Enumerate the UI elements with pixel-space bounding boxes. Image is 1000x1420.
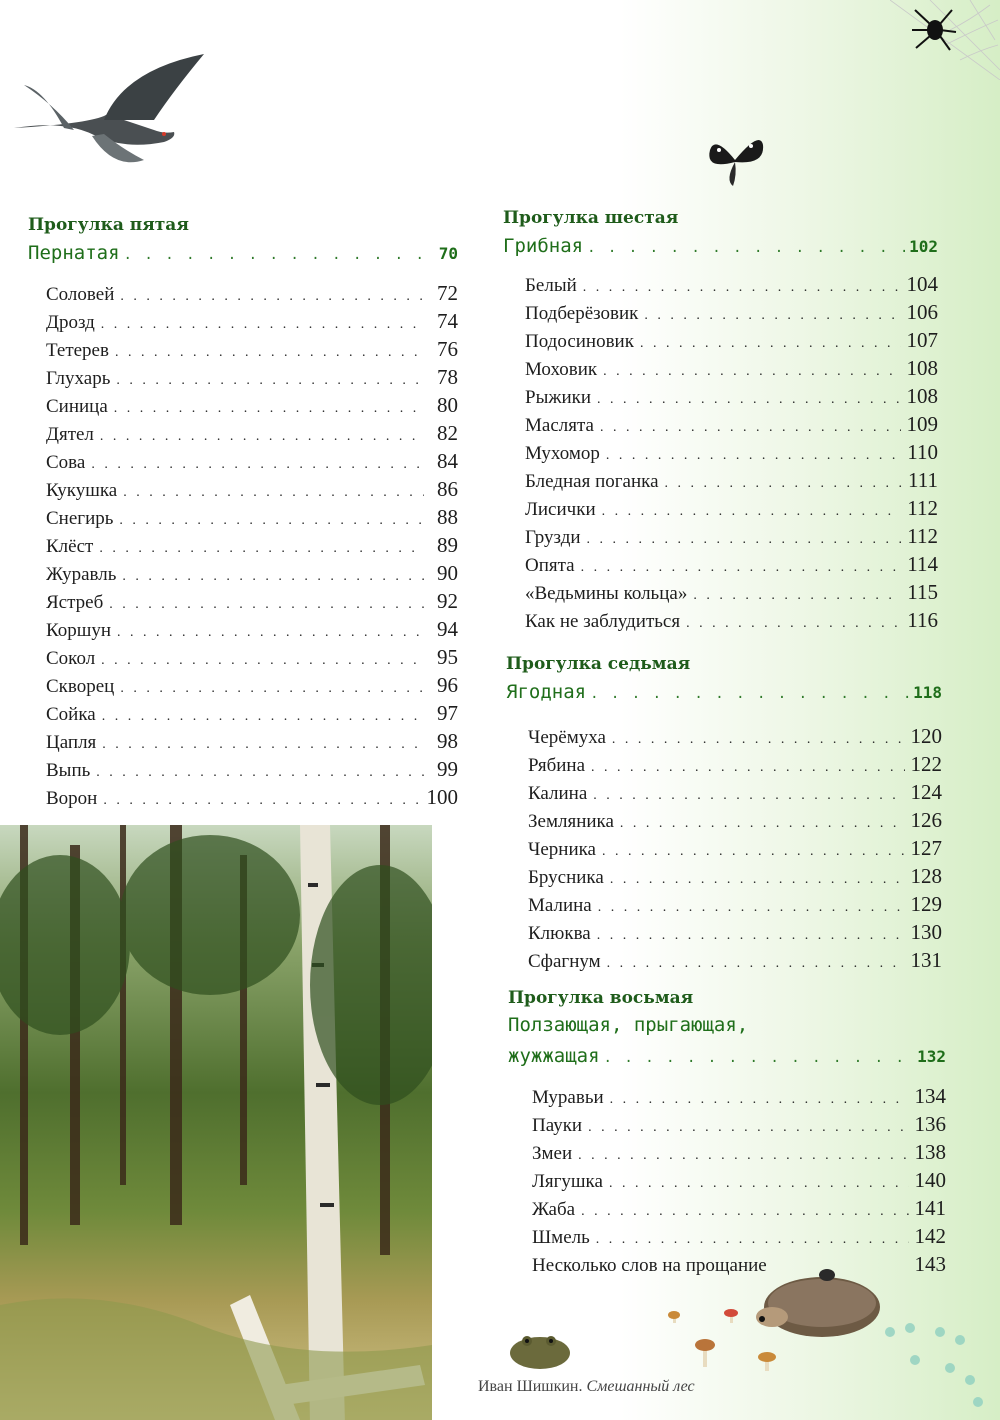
toc-entry-page: 106 <box>906 300 938 324</box>
toc-entry[interactable] <box>525 438 938 466</box>
toc-entry-label: Рыжики <box>525 387 592 408</box>
dot-leader <box>103 787 420 815</box>
toc-entry[interactable] <box>46 531 458 559</box>
section-heading-page: 102 <box>909 237 938 256</box>
toc-entry[interactable] <box>525 410 938 438</box>
toc-entry-page: 110 <box>907 440 938 464</box>
toc-entry-label: Муравьи <box>532 1087 604 1108</box>
toc-entries <box>46 279 458 811</box>
toc-entry-page: 131 <box>910 948 942 972</box>
toc-entry[interactable] <box>532 1082 946 1110</box>
toc-entry-label: Несколько слов на прощание <box>532 1255 767 1276</box>
toc-entry-label: Змеи <box>532 1143 573 1164</box>
caption-title: Смешанный лес <box>586 1378 695 1395</box>
section-heading-row[interactable] <box>508 1040 946 1072</box>
toc-entry-page: 140 <box>914 1168 946 1192</box>
toc-entry-label: Синица <box>46 396 108 417</box>
toc-entry-page: 116 <box>907 608 938 632</box>
toc-entry-page: 95 <box>437 645 458 669</box>
hedgehog-illustration <box>752 1265 882 1340</box>
dot-leader <box>588 1114 908 1142</box>
toc-entry[interactable] <box>46 615 458 643</box>
dot-leader <box>117 619 424 647</box>
toc-entry-page: 124 <box>910 780 942 804</box>
toc-entry-label: Моховик <box>525 359 598 380</box>
toc-entry-page: 80 <box>437 393 458 417</box>
dot-leader <box>596 1226 909 1254</box>
section-title: Прогулка пятая <box>28 215 189 235</box>
caption-author: Иван Шишкин. <box>478 1378 583 1395</box>
toc-section-sixth <box>503 206 938 634</box>
dot-leader <box>100 423 424 451</box>
toc-entry[interactable] <box>46 391 458 419</box>
dot-leader <box>581 1198 908 1226</box>
dot-leader <box>91 451 424 479</box>
toc-entry-label: Грузди <box>525 527 581 548</box>
section-title: Прогулка седьмая <box>506 654 691 674</box>
toc-entry-label: «Ведьмины кольца» <box>525 583 688 604</box>
toc-entry-label: Маслята <box>525 415 594 436</box>
toc-entry[interactable] <box>525 550 938 578</box>
toc-entry-page: 89 <box>437 533 458 557</box>
toc-entry[interactable] <box>46 727 458 755</box>
toc-entry-label: Клёст <box>46 536 94 557</box>
section-heading: жужжащая <box>508 1045 600 1067</box>
toc-entry-page: 96 <box>437 673 458 697</box>
toc-entry-label: Шмель <box>532 1227 590 1248</box>
toc-entry-page: 142 <box>914 1224 946 1248</box>
dot-leader <box>116 367 424 395</box>
toc-section-seventh <box>506 652 942 974</box>
dot-leader <box>606 442 901 470</box>
toc-entry-page: 126 <box>910 808 942 832</box>
dot-leader <box>693 582 901 610</box>
toc-entry-label: Кукушка <box>46 480 118 501</box>
toc-entry-page: 74 <box>437 309 458 333</box>
dot-leader <box>583 274 901 302</box>
dot-leader <box>122 563 424 591</box>
dot-leader <box>686 610 901 638</box>
toc-entry-page: 92 <box>437 589 458 613</box>
toc-entry-label: Жаба <box>532 1199 576 1220</box>
section-heading: Грибная <box>503 235 584 257</box>
toc-entries <box>532 1082 946 1278</box>
dot-leader <box>598 894 905 922</box>
toc-entry-page: 111 <box>908 468 938 492</box>
toc-entry-page: 115 <box>907 580 938 604</box>
toc-entry[interactable] <box>528 918 942 946</box>
toc-entry-label: Как не заблудиться <box>525 611 681 632</box>
toc-entry[interactable] <box>46 419 458 447</box>
dot-leader <box>101 647 424 675</box>
toc-entry[interactable] <box>525 326 938 354</box>
toc-entry-page: 78 <box>437 365 458 389</box>
toc-entry-page: 108 <box>906 356 938 380</box>
toc-entry-label: Пауки <box>532 1115 583 1136</box>
toc-entry[interactable] <box>46 699 458 727</box>
toc-entry-page: 112 <box>907 524 938 548</box>
toc-entry[interactable] <box>528 722 942 750</box>
toc-entry[interactable] <box>46 559 458 587</box>
toc-entry[interactable] <box>46 503 458 531</box>
dot-leader <box>120 675 424 703</box>
section-title: Прогулка восьмая <box>508 988 694 1008</box>
section-title: Прогулка шестая <box>503 208 679 228</box>
dot-leader <box>604 1042 914 1074</box>
toc-entry[interactable] <box>525 466 938 494</box>
toc-entry[interactable] <box>528 890 942 918</box>
toc-entry-label: Сфагнум <box>528 951 601 972</box>
toc-entry-label: Опята <box>525 555 575 576</box>
toc-entry[interactable] <box>46 783 458 811</box>
toc-entry-page: 128 <box>910 864 942 888</box>
toc-entry-page: 136 <box>914 1112 946 1136</box>
toc-entry[interactable] <box>528 834 942 862</box>
section-heading-row[interactable] <box>503 230 938 262</box>
toc-entry-label: Тетерев <box>46 340 109 361</box>
toc-entry[interactable] <box>46 475 458 503</box>
toc-entry[interactable] <box>528 778 942 806</box>
dot-leader <box>96 759 424 787</box>
toc-entry[interactable] <box>532 1250 946 1278</box>
toc-entry-label: Подосиновик <box>525 331 634 352</box>
toc-entry[interactable] <box>528 862 942 890</box>
dot-leader <box>581 554 902 582</box>
toc-entry-page: 130 <box>910 920 942 944</box>
dot-leader <box>644 302 900 330</box>
dot-leader <box>99 535 424 563</box>
toc-entry-page: 100 <box>426 785 458 809</box>
toc-entry[interactable] <box>525 382 938 410</box>
pigeon-illustration <box>4 50 214 170</box>
dot-leader <box>603 358 900 386</box>
toc-entry-page: 129 <box>910 892 942 916</box>
dot-leader <box>115 339 424 367</box>
toc-entry[interactable] <box>525 578 938 606</box>
dot-leader <box>591 754 904 782</box>
toc-entry-label: Рябина <box>528 755 586 776</box>
toc-entry[interactable] <box>46 671 458 699</box>
dot-leader <box>587 526 902 554</box>
toc-entry-label: Лягушка <box>532 1171 603 1192</box>
dot-leader <box>593 782 904 810</box>
toc-entry-label: Коршун <box>46 620 112 641</box>
toc-entry-label: Сова <box>46 452 86 473</box>
toc-entry[interactable] <box>525 270 938 298</box>
dot-leader <box>610 866 905 894</box>
toc-entry-label: Брусника <box>528 867 604 888</box>
toc-entry-label: Белый <box>525 275 577 296</box>
dot-leader <box>590 678 909 710</box>
toc-entry[interactable] <box>525 494 938 522</box>
toc-entry-label: Выпь <box>46 760 91 781</box>
dot-leader <box>587 232 905 264</box>
toc-entry-page: 127 <box>910 836 942 860</box>
dot-leader <box>620 810 905 838</box>
toc-entry[interactable] <box>528 806 942 834</box>
dot-leader <box>610 1086 909 1114</box>
section-heading-line1[interactable]: Ползающая, прыгающая, <box>508 1014 749 1036</box>
toc-entry-page: 98 <box>437 729 458 753</box>
toc-entry-page: 90 <box>437 561 458 585</box>
dot-leader <box>102 703 424 731</box>
dot-leader <box>640 330 901 358</box>
toc-section-fifth <box>28 213 458 811</box>
toc-entry[interactable] <box>525 606 938 634</box>
dot-leader <box>578 1142 908 1170</box>
toc-entry-label: Журавль <box>46 564 117 585</box>
dot-leader <box>114 395 424 423</box>
toc-entry-page: 114 <box>907 552 938 576</box>
dot-leader <box>600 414 901 442</box>
toc-entry-label: Земляника <box>528 811 614 832</box>
toc-entry-page: 97 <box>437 701 458 725</box>
toc-entry-label: Соловей <box>46 284 115 305</box>
toc-entry-page: 99 <box>437 757 458 781</box>
toc-entry-page: 134 <box>914 1084 946 1108</box>
toc-entry-page: 141 <box>914 1196 946 1220</box>
dot-leader <box>607 950 905 978</box>
spider-icon <box>890 0 1000 80</box>
dot-leader <box>102 731 424 759</box>
dot-leader <box>597 386 900 414</box>
toc-entry-page: 107 <box>906 328 938 352</box>
toc-entry[interactable] <box>525 522 938 550</box>
dot-leader <box>665 470 903 498</box>
dot-leader <box>101 311 424 339</box>
toc-entry[interactable] <box>528 750 942 778</box>
toc-entry-label: Черника <box>528 839 596 860</box>
toc-entry-page: 143 <box>914 1252 946 1276</box>
toc-entry[interactable] <box>46 643 458 671</box>
toc-entry-label: Ворон <box>46 788 98 809</box>
dot-leader <box>597 922 905 950</box>
toc-entry-page: 104 <box>906 272 938 296</box>
toc-entry-page: 122 <box>910 752 942 776</box>
dot-leader <box>119 507 424 535</box>
dot-leader <box>124 239 435 271</box>
section-heading: Пернатая <box>28 242 120 264</box>
section-heading-page: 132 <box>917 1047 946 1066</box>
toc-entry-label: Ястреб <box>46 592 104 613</box>
toc-entry-label: Сойка <box>46 704 96 725</box>
toc-entry-label: Малина <box>528 895 592 916</box>
section-heading: Ягодная <box>506 681 587 703</box>
toc-entry-page: 120 <box>910 724 942 748</box>
section-heading-page: 70 <box>438 244 458 263</box>
toc-entry-label: Черёмуха <box>528 727 606 748</box>
toc-entry-label: Лисички <box>525 499 596 520</box>
toc-entry-page: 84 <box>437 449 458 473</box>
toc-entry-label: Подберёзовик <box>525 303 639 324</box>
toc-entry[interactable] <box>46 363 458 391</box>
toc-entry[interactable] <box>528 946 942 974</box>
dot-leader <box>120 283 424 311</box>
dot-leader <box>602 498 902 526</box>
painting-caption <box>478 1378 695 1396</box>
toc-entry[interactable] <box>46 307 458 335</box>
dot-leader <box>123 479 424 507</box>
toc-entry-page: 94 <box>437 617 458 641</box>
toc-entry-label: Бледная поганка <box>525 471 659 492</box>
toc-entry[interactable] <box>532 1194 946 1222</box>
toc-entry-label: Мухомор <box>525 443 600 464</box>
footprints-illustration <box>880 1320 990 1410</box>
section-heading-row[interactable] <box>28 237 458 269</box>
toc-entry-label: Дятел <box>46 424 94 445</box>
toc-entry-label: Снегирь <box>46 508 114 529</box>
toc-entries <box>528 722 942 974</box>
butterfly-icon <box>705 130 765 190</box>
dot-leader <box>602 838 905 866</box>
toc-entry-page: 72 <box>437 281 458 305</box>
toc-entry[interactable] <box>46 587 458 615</box>
forest-painting <box>0 825 432 1420</box>
toc-entry-page: 112 <box>907 496 938 520</box>
toc-entry[interactable] <box>532 1166 946 1194</box>
toc-entry[interactable] <box>46 279 458 307</box>
toc-entry[interactable] <box>532 1222 946 1250</box>
toc-entry[interactable] <box>46 755 458 783</box>
toc-entry-label: Цапля <box>46 732 97 753</box>
toc-entry-page: 86 <box>437 477 458 501</box>
toc-entry[interactable] <box>46 335 458 363</box>
toc-entry-label: Скворец <box>46 676 115 697</box>
toc-entry-label: Глухарь <box>46 368 111 389</box>
toc-entry[interactable] <box>532 1138 946 1166</box>
toc-entry-label: Сокол <box>46 648 96 669</box>
toc-entry[interactable] <box>525 298 938 326</box>
toc-entry-label: Дрозд <box>46 312 95 333</box>
section-heading-page: 118 <box>913 683 942 702</box>
toc-entry-label: Калина <box>528 783 588 804</box>
frog-illustration <box>505 1325 575 1375</box>
toc-entry[interactable] <box>532 1110 946 1138</box>
toc-entry-page: 88 <box>437 505 458 529</box>
dot-leader <box>109 591 424 619</box>
toc-entry-page: 108 <box>906 384 938 408</box>
dot-leader <box>612 726 905 754</box>
toc-entries <box>525 270 938 634</box>
toc-entry-page: 138 <box>914 1140 946 1164</box>
toc-entry-page: 76 <box>437 337 458 361</box>
dot-leader <box>609 1170 909 1198</box>
toc-entry-page: 109 <box>906 412 938 436</box>
section-heading-row[interactable] <box>506 676 942 708</box>
toc-entry[interactable] <box>525 354 938 382</box>
toc-entry[interactable] <box>46 447 458 475</box>
toc-entry-page: 82 <box>437 421 458 445</box>
toc-section-eighth <box>508 986 946 1278</box>
toc-entry-label: Клюква <box>528 923 591 944</box>
